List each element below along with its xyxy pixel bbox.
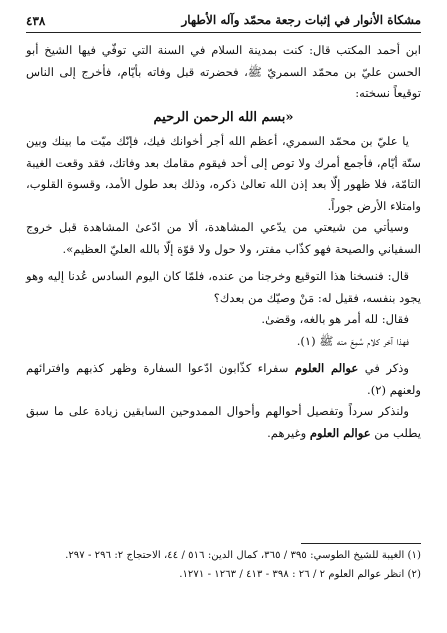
- footnote-divider: [301, 543, 421, 544]
- paragraph-mushahada: وسيأتي من شيعتي من يدّعي المشاهدة، ألا من ادّعىٰ المشاهدة قبل خروج السفياني والصيحة فهو كذّاب مفتر، ولا حول ولا قوّة إلّا بالله العليّ العظيم».: [26, 220, 421, 256]
- footnote-1: (١) الغيبة للشيخ الطوسي: ٣٩٥ / ٣٦٥، كمال الدين: ٥١٦ / ٤٤، الاحتجاج ٢: ٢٩٦ - ٢٩٧.: [65, 550, 421, 561]
- paragraph-false-envoys: [26, 358, 421, 401]
- book-title-awalim: عوالم العلوم: [294, 361, 359, 375]
- paragraph-last-words: فقال: لله أمر هو بالغه، وقضىٰ.: [261, 312, 409, 326]
- page-header: [26, 12, 421, 33]
- text-segment: وغيرهم.: [267, 425, 310, 440]
- text-segment: ولنذكر سرداً وتفصيل أحوالهم وأحوال الممدوحين السابقين زيادة على ما سبق يطلب من: [26, 404, 421, 440]
- paragraph-conclusion: [26, 401, 421, 444]
- main-text: [26, 40, 421, 444]
- paragraph-final-speech: فهذا آخر كلام سُمِعَ منه ﷺ (١).: [296, 333, 409, 348]
- text-segment: سفراء كذّابون ادّعوا السفارة وظهر كذبهم وافترائهم ولعنهم (٢).: [26, 361, 421, 397]
- paragraph-sixth-day: قال: فنسخنا هذا التوقيع وخرجنا من عنده، فلمّا كان اليوم السادس عُدنا إليه وهو يجود بنفسه، فقيل له: مَنْ وصيّك من بعدك؟: [26, 269, 421, 305]
- paragraph-intro: ابن أحمد المكتب قال: كنت بمدينة السلام في السنة التي توفّي فيها الشيخ أبو الحسن عليّ بن محمّد السمريّ ﷺ، فحضرته قبل وفاته بأيّام، فأخرج إلى الناس توقيعاً نسخته:: [26, 43, 421, 100]
- running-title: مشكاة الأنوار في إثبات رجعة محمّد وآله الأطهار: [181, 13, 421, 27]
- footnote-2: (٢) انظر عوالم العلوم ٢ / ٢٦ : ٣٩٨ - ٤١٣ / ١٢٦٣ - ١٢٧١.: [179, 569, 421, 580]
- basmala-heading: «بسم الله الرحمن الرحيم: [153, 109, 294, 125]
- book-title-awalim: عوالم العلوم: [309, 425, 371, 440]
- footnotes: [26, 547, 421, 585]
- paragraph-tawqi: يا عليّ بن محمّد السمري، أعظم الله أجر أخوانك فيك، فإنّك ميّت ما بينك وبين ستّة أيّام، فأجمع أمرك ولا توص إلى أحد فيقوم مقامك بعد وفاتك، فقد وقعت الغيبة التامّة، فلا ظهور إلّا بعد إذن الله تعالىٰ ذكره، وذلك بعد طول الأمد، وقسوة القلوب، وامتلاء الأرض جوراً.: [26, 134, 421, 213]
- text-segment: وذكر في: [358, 361, 410, 375]
- page-number: ٤٣٨: [26, 14, 46, 28]
